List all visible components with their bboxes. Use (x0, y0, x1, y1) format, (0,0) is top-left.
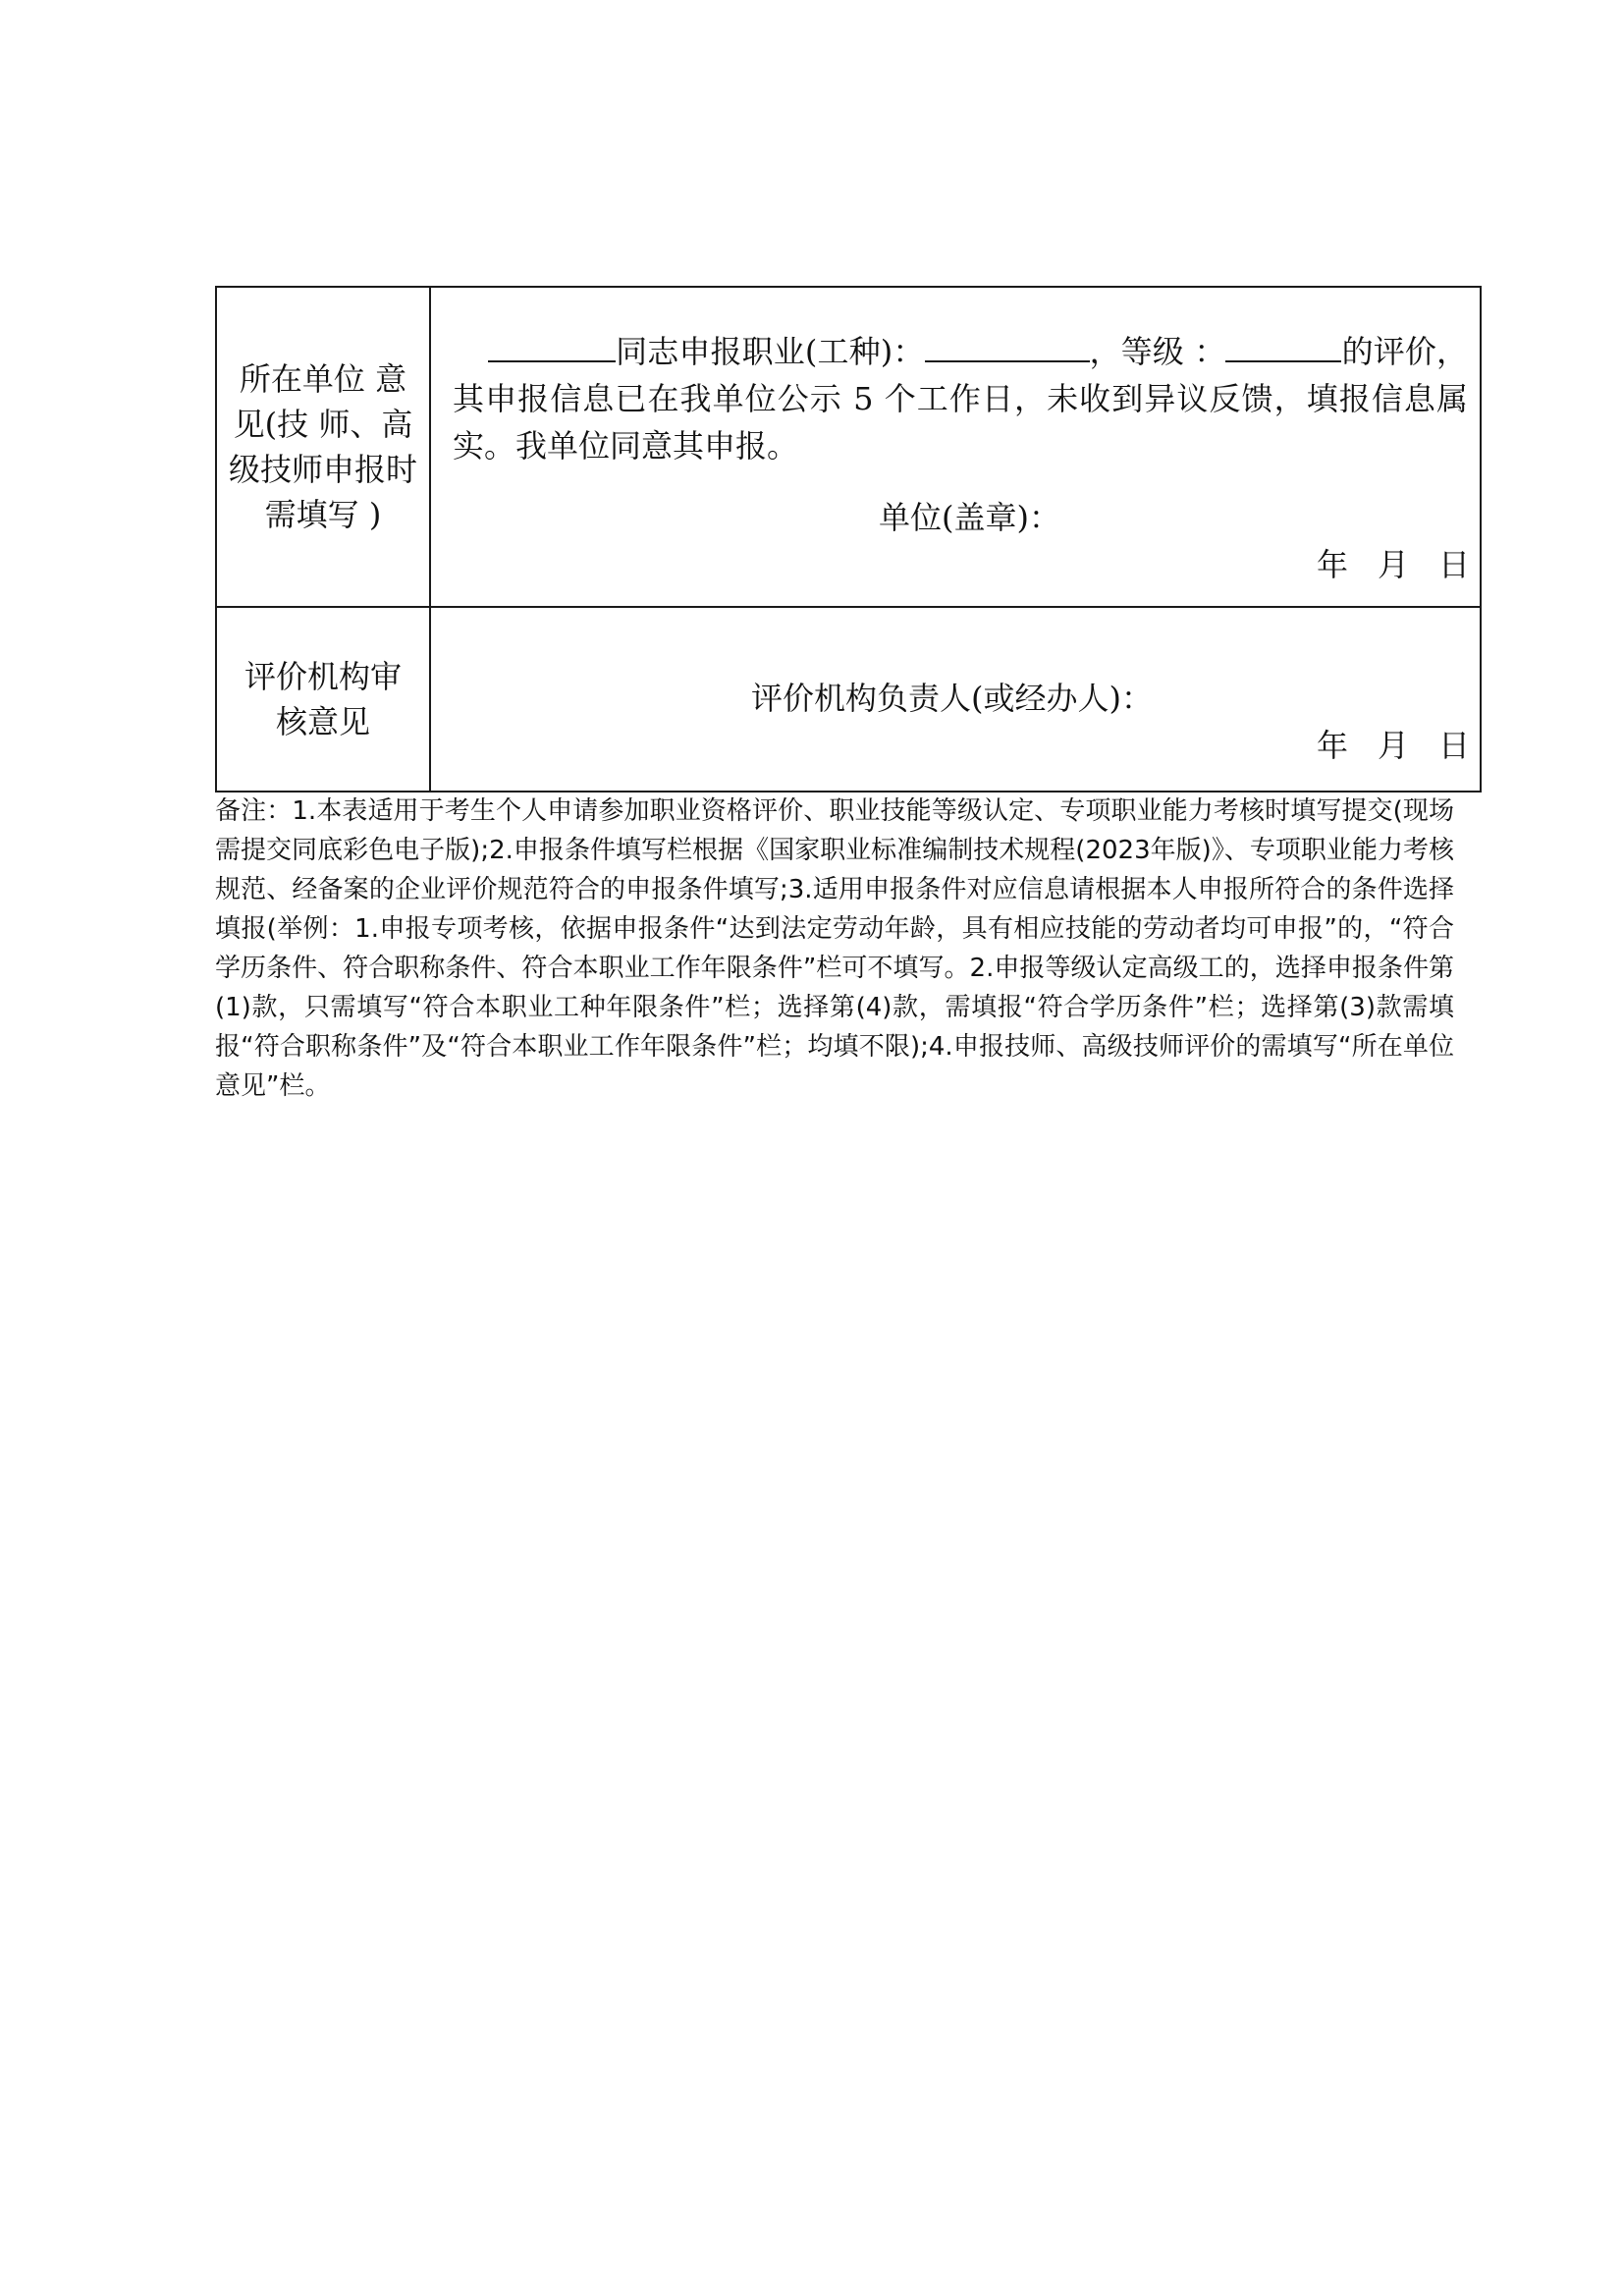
name-blank[interactable] (488, 327, 616, 362)
date-month: 月 (1377, 727, 1409, 764)
unit-opinion-date (1287, 541, 1470, 588)
agency-review-date (1287, 722, 1470, 769)
agency-reviewer-label: 评价机构负责人(或经办人)： (751, 680, 1153, 717)
unit-opinion-content (431, 288, 1480, 606)
occupation-blank[interactable] (925, 327, 1090, 362)
unit-opinion-statement: 同志申报职业(工种)： ，等级 ： 的评价，其申报信息已在我单位公示 5 个工作日，未收到异议反馈，填报信息属实。我单位同意其申报。 (453, 327, 1468, 469)
unit-opinion-row (217, 288, 1480, 608)
unit-seal-label: 单位(盖章)： (879, 499, 1060, 536)
level-blank[interactable] (1225, 327, 1341, 362)
agency-review-content (431, 608, 1480, 791)
remarks-text: 备注：1.本表适用于考生个人申请参加职业资格评价、职业技能等级认定、专项职业能力考核时填写提交(现场需提交同底彩色电子版);2.申报条件填写栏根据《国家职业标准编制技术规程(2023年版)》、专项职业能力考核规范、经备案的企业评价规范符合的申报条件填写;3.适用申报条件对应信息请根据本人申报所符合的条件选择填报(举例：1.申报专项考核，依据申报条件“达到法定劳动年龄，具有相应技能的劳动者均可申报”的，“符合学历条件、符合职称条件、符合本职业工作年限条件”栏可不填写。2.申报等级认定高级工的，选择申报条件第(1)款，只需填写“符合本职业工种年限条件”栏；选择第(4)款，需填报“符合学历条件”栏；选择第(3)款需填报“符合职称条件”及“符合本职业工作年限条件”栏；均填不限);4.申报技师、高级技师评价的需填写“所在单位意见”栏。 (215, 796, 1454, 1101)
opinion-form-table (215, 286, 1482, 793)
date-year: 年 (1316, 546, 1348, 583)
agency-review-row (217, 608, 1480, 791)
agency-review-label: 评价机构审核意见 (217, 608, 431, 791)
date-month: 月 (1377, 546, 1409, 583)
date-day: 日 (1437, 727, 1470, 764)
date-day: 日 (1437, 546, 1470, 583)
date-year: 年 (1316, 727, 1348, 764)
unit-opinion-label: 所在单位 意见(技 师、高级技师申报时需填写 ) (217, 288, 431, 606)
